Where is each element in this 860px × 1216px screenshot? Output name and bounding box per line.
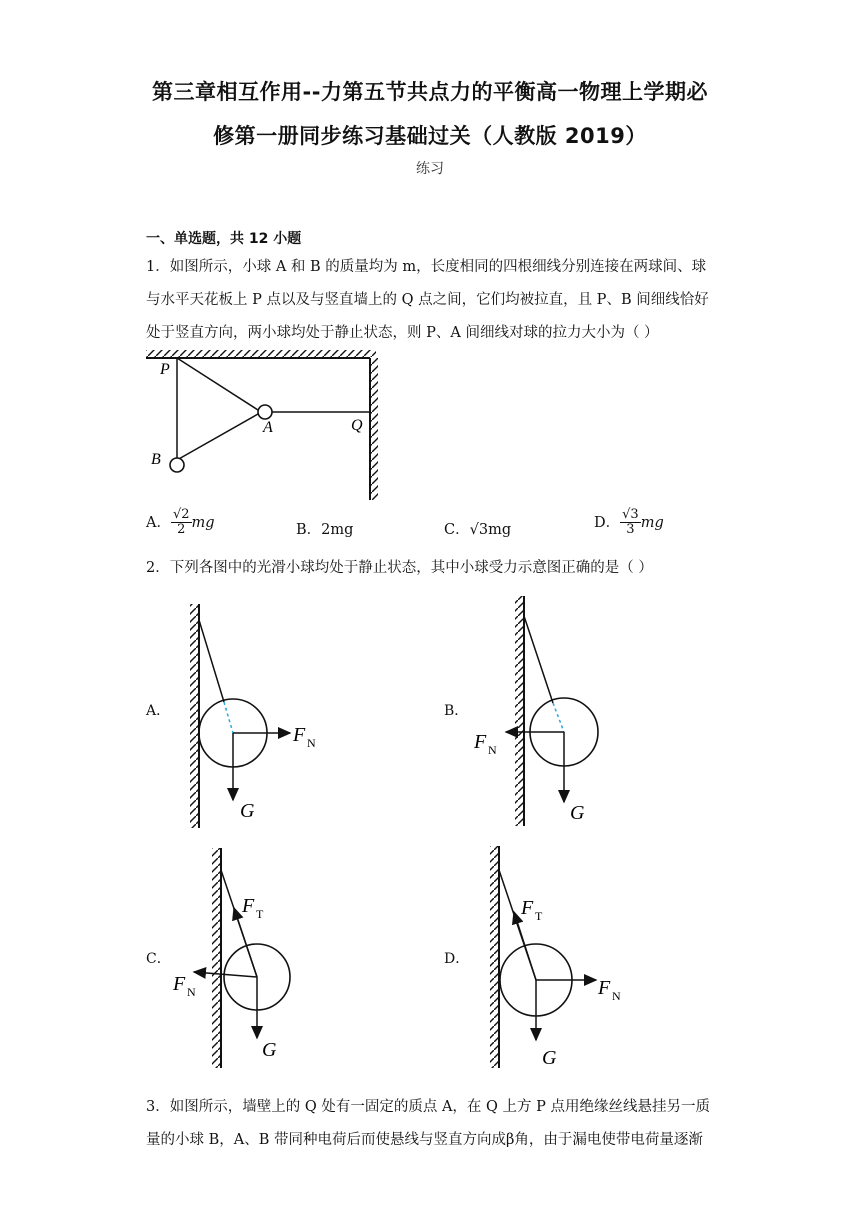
q1-option-c-label: C．: [444, 522, 470, 538]
label-g: G: [570, 802, 585, 824]
q1-line-2: 与水平天花板上 P 点以及与竖直墙上的 Q 点之间，它们均被拉直，且 P、B 间细线恰好: [146, 292, 709, 308]
q1-option-c[interactable]: [444, 518, 511, 539]
q1-option-d[interactable]: [594, 508, 664, 538]
string-ab: [177, 414, 258, 460]
wall-hatch: [212, 848, 221, 1068]
q1-option-a-numerator: √2: [172, 507, 190, 522]
q1-option-c-text: √3mg: [469, 522, 512, 538]
q1-option-a-unit: mg: [191, 514, 215, 531]
q2-line-1: 2．下列各图中的光滑小球均处于静止状态，其中小球受力示意图正确的是（ ）: [146, 560, 653, 576]
label-ft-sub: T: [535, 909, 543, 923]
label-a: A: [263, 419, 273, 436]
q1-option-d-unit: mg: [640, 514, 664, 531]
label-g: G: [542, 1047, 557, 1069]
string-pa: [177, 358, 258, 410]
wall-hatch: [370, 358, 378, 500]
q1-option-d-label: D．: [594, 514, 621, 531]
page-subtitle: 练习: [416, 161, 444, 177]
wall-hatch: [490, 846, 499, 1068]
q2-figure-d: [470, 842, 640, 1072]
section-heading: 一、单选题，共 12 小题: [146, 231, 302, 247]
label-p: P: [160, 361, 170, 378]
label-fn: F: [173, 973, 186, 995]
label-b: B: [151, 451, 161, 468]
label-g: G: [262, 1039, 277, 1061]
q1-option-d-fraction: [620, 508, 641, 538]
q1-option-b-label: B．: [296, 522, 322, 538]
q1-option-a[interactable]: [146, 508, 215, 538]
dashed-extension: [224, 702, 233, 733]
wall-hatch: [190, 604, 199, 828]
label-fn: F: [598, 977, 611, 999]
q1-option-a-label: A．: [146, 514, 171, 531]
label-fn-sub: N: [488, 743, 497, 757]
q3-line-2: 量的小球 B，A、B 带同种电荷后而使悬线与竖直方向成β角，由于漏电使带电荷量逐渐: [146, 1132, 703, 1148]
q2-option-a-label[interactable]: A．: [146, 703, 171, 719]
arrow-tension: [234, 908, 257, 977]
label-fn: F: [293, 724, 306, 746]
label-fn: F: [474, 731, 487, 753]
q3-line-1: 3．如图所示，墙壁上的 Q 处有一固定的质点 A，在 Q 上方 P 点用绝缘丝线悬挂另一质: [146, 1099, 710, 1115]
q1-figure: [140, 348, 390, 503]
ball-a: [258, 405, 272, 419]
label-q: Q: [351, 417, 363, 434]
q1-line-3: 处于竖直方向，两小球均处于静止状态，则 P、A 间细线对球的拉力大小为（ ）: [146, 325, 659, 341]
ball-b: [170, 458, 184, 472]
q2-option-b-label[interactable]: B．: [444, 703, 469, 719]
q1-option-b-text: 2mg: [321, 522, 354, 538]
arrow-normal: [194, 972, 257, 977]
wall-hatch: [515, 596, 524, 826]
label-ft-sub: T: [256, 907, 264, 921]
ceiling-hatch: [146, 350, 376, 357]
label-g: G: [240, 800, 255, 822]
label-fn-sub: N: [307, 736, 316, 750]
q2-figure-c: [170, 842, 330, 1072]
string: [199, 620, 224, 702]
q2-figure-b: [470, 592, 630, 832]
q2-option-c-label[interactable]: C．: [146, 951, 171, 967]
dashed-extension: [553, 703, 564, 732]
page-title-line2: 修第一册同步练习基础过关（人教版 2019）: [213, 124, 647, 148]
q2-option-d-label[interactable]: D．: [444, 951, 470, 967]
q1-option-a-fraction: [171, 508, 192, 538]
q1-line-1: 1．如图所示，小球 A 和 B 的质量均为 m，长度相同的四根细线分别连接在两球间、球: [146, 259, 707, 275]
q1-option-b[interactable]: [296, 518, 353, 539]
arrow-tension: [514, 912, 536, 980]
q1-option-d-denominator: 3: [626, 522, 635, 538]
q2-figure-a: [180, 600, 340, 830]
string: [524, 616, 553, 703]
label-ft: F: [242, 895, 255, 917]
q1-option-a-denominator: 2: [177, 522, 186, 538]
page-title-line1: 第三章相互作用--力第五节共点力的平衡高一物理上学期必: [152, 80, 708, 104]
label-fn-sub: N: [612, 989, 621, 1003]
q1-option-d-numerator: √3: [622, 507, 639, 522]
label-ft: F: [521, 897, 534, 919]
label-fn-sub: N: [187, 985, 196, 999]
